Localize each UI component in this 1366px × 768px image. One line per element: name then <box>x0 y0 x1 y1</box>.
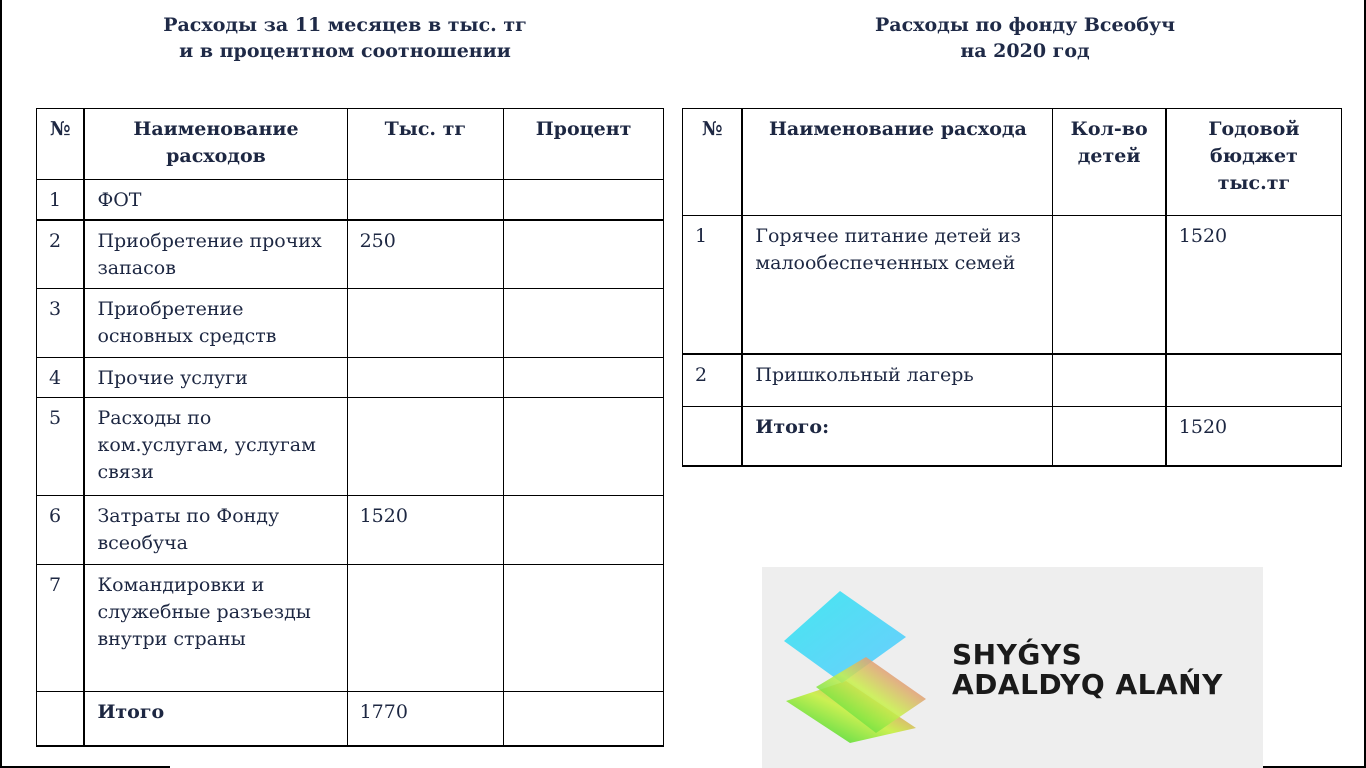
cell-number: 1 <box>683 216 743 354</box>
table-row <box>683 354 1342 407</box>
header-children-count: Кол-во детей <box>1053 109 1166 216</box>
table-row <box>37 180 664 220</box>
cell-name: Приобретение основных средств <box>84 289 347 358</box>
cell-number: 2 <box>37 220 85 289</box>
cell-children <box>1053 354 1166 407</box>
table-row <box>37 565 664 692</box>
table-header-row <box>37 109 664 180</box>
cell-name: Расходы по ком.услугам, услугам связи <box>84 398 347 496</box>
right-title-line1: Расходы по фонду Всеобуч <box>875 14 1175 36</box>
table-header-row <box>683 109 1342 216</box>
cell-number: 4 <box>37 358 85 398</box>
expenses-11-months-table <box>36 108 664 747</box>
cell-amount: 250 <box>347 220 504 289</box>
logo-mark-icon <box>776 583 936 763</box>
frame-left-border <box>0 0 2 768</box>
cell-percent <box>504 220 664 289</box>
cell-name: Прочие услуги <box>84 358 347 398</box>
cell-number <box>683 407 743 466</box>
cell-name: Затраты по Фонду всеобуча <box>84 496 347 565</box>
cell-name: Пришкольный лагерь <box>742 354 1053 407</box>
header-name: Наименование расходов <box>84 109 347 180</box>
cell-name: Приобретение прочих запасов <box>84 220 347 289</box>
logo-wordmark <box>952 640 1223 700</box>
table-row <box>683 216 1342 354</box>
logo-banner <box>762 567 1263 768</box>
cell-name: Командировки и служебные разъезды внутри страны <box>84 565 347 692</box>
table-total-row <box>683 407 1342 466</box>
table-row <box>37 220 664 289</box>
total-percent <box>504 692 664 746</box>
cell-number: 6 <box>37 496 85 565</box>
total-budget: 1520 <box>1166 407 1342 466</box>
cell-number: 3 <box>37 289 85 358</box>
cell-amount <box>347 289 504 358</box>
cell-name: Горячее питание детей из малообеспеченных семей <box>742 216 1053 354</box>
cell-budget <box>1166 354 1342 407</box>
table-row <box>37 496 664 565</box>
header-number: № <box>683 109 743 216</box>
cell-name: ФОТ <box>84 180 347 220</box>
table-row <box>37 289 664 358</box>
cell-number: 7 <box>37 565 85 692</box>
header-name: Наименование расхода <box>742 109 1053 216</box>
total-amount: 1770 <box>347 692 504 746</box>
cell-amount <box>347 398 504 496</box>
table-row <box>37 358 664 398</box>
cell-number: 5 <box>37 398 85 496</box>
total-children <box>1053 407 1166 466</box>
cell-budget: 1520 <box>1166 216 1342 354</box>
cell-number <box>37 692 85 746</box>
cell-amount <box>347 180 504 220</box>
header-annual-budget: Годовой бюджет тыс.тг <box>1166 109 1342 216</box>
left-title-line1: Расходы за 11 месяцев в тыс. тг <box>163 14 527 36</box>
left-title-line2: и в процентном соотношении <box>179 40 511 62</box>
total-label: Итого <box>84 692 347 746</box>
cell-percent <box>504 398 664 496</box>
cell-children <box>1053 216 1166 354</box>
cell-number: 1 <box>37 180 85 220</box>
header-percent: Процент <box>504 109 664 180</box>
header-amount: Тыс. тг <box>347 109 504 180</box>
left-table-title <box>110 12 580 64</box>
table-row <box>37 398 664 496</box>
cell-amount: 1520 <box>347 496 504 565</box>
cell-amount <box>347 358 504 398</box>
table-total-row <box>37 692 664 746</box>
vseobuch-fund-table <box>682 108 1342 467</box>
cell-number: 2 <box>683 354 743 407</box>
right-title-line2: на 2020 год <box>960 40 1090 62</box>
cell-percent <box>504 496 664 565</box>
cell-percent <box>504 565 664 692</box>
logo-line1: SHYǴYS <box>952 638 1083 671</box>
header-number: № <box>37 109 85 180</box>
cell-amount <box>347 565 504 692</box>
cell-percent <box>504 289 664 358</box>
right-table-title <box>820 12 1230 64</box>
cell-percent <box>504 358 664 398</box>
total-label: Итого: <box>742 407 1053 466</box>
logo-line2: ADALDYQ ALAŃY <box>952 668 1223 701</box>
cell-percent <box>504 180 664 220</box>
